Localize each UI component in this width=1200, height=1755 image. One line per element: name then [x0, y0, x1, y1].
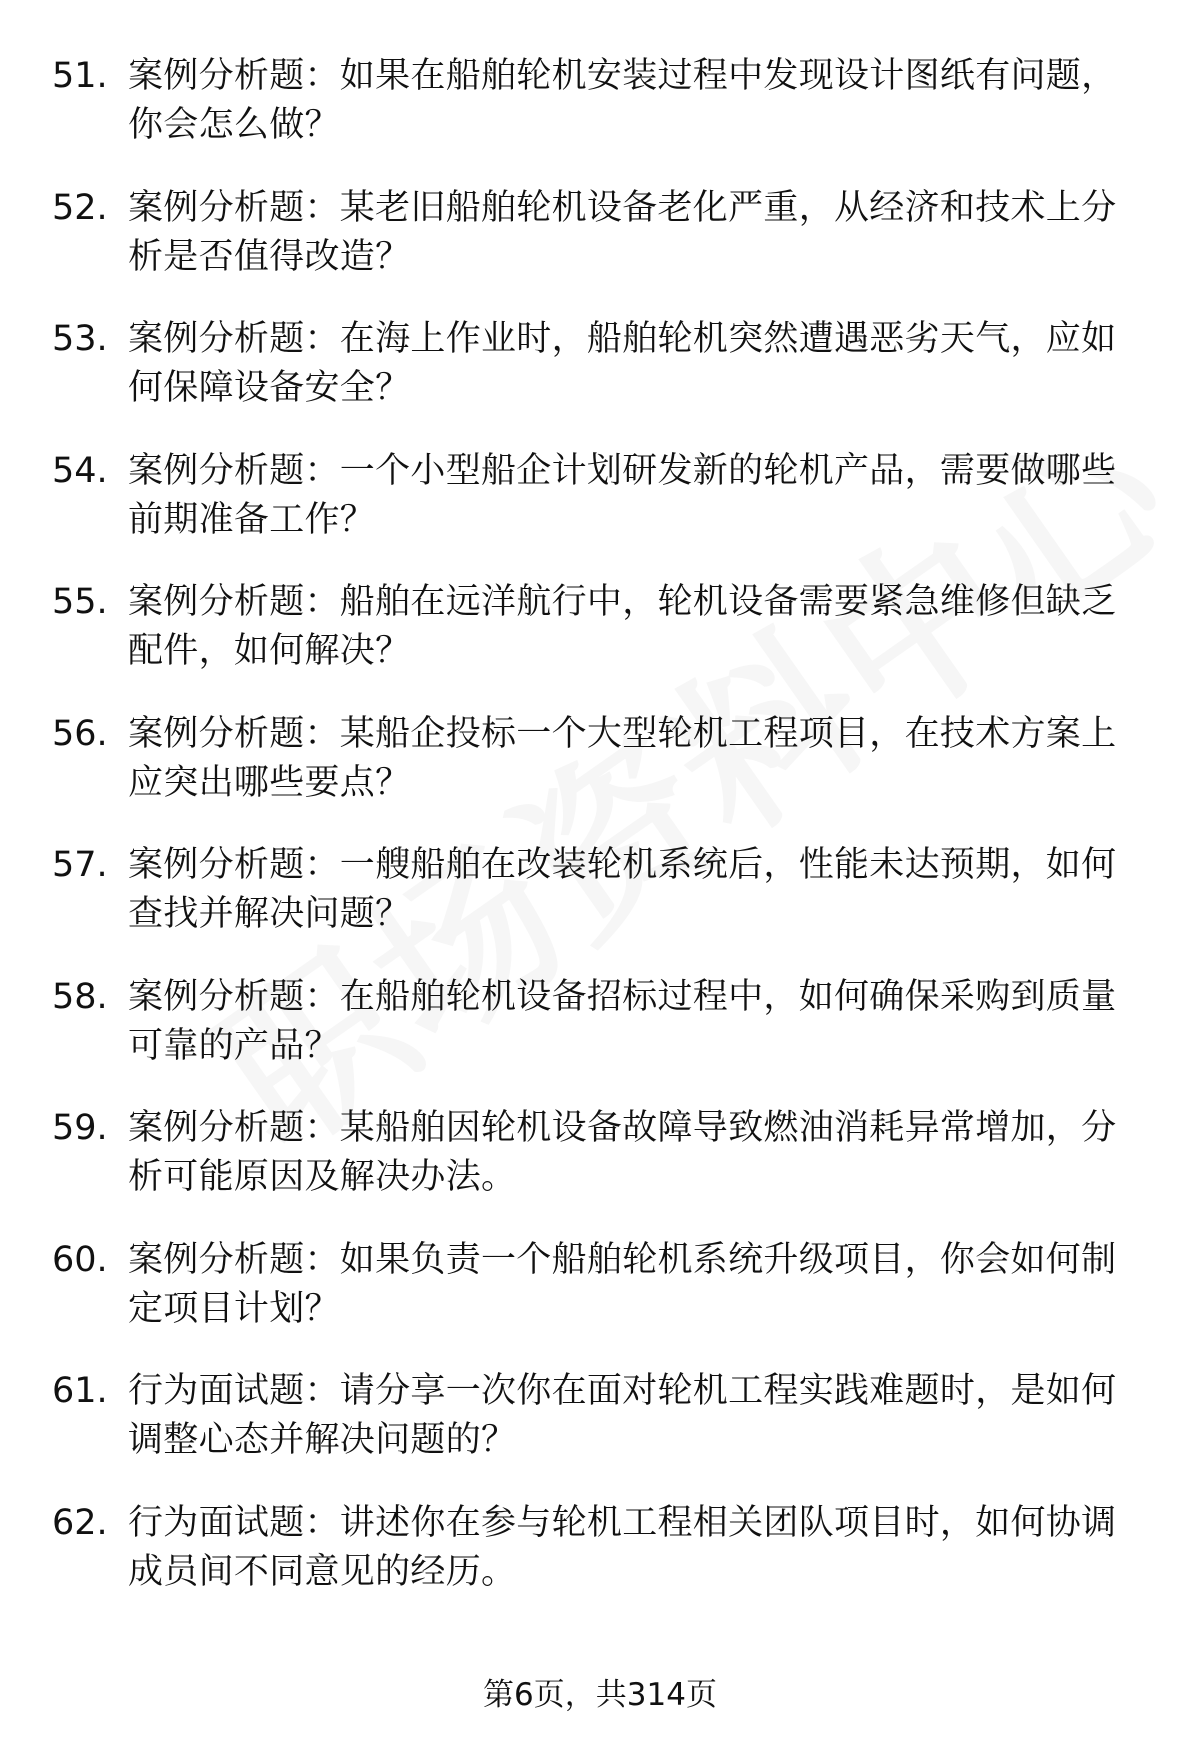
question-number: 56.: [52, 713, 108, 754]
question-text: 案例分析题：如果负责一个船舶轮机系统升级项目，你会如何制定项目计划？: [128, 1239, 1117, 1329]
question-item: [0, 447, 1200, 579]
question-number: 59.: [52, 1108, 108, 1148]
question-text: 案例分析题：某船舶因轮机设备故障导致燃油消耗异常增加，分析可能原因及解决办法。: [128, 1108, 1117, 1197]
question-text: 案例分析题：如果在船舶轮机安装过程中发现设计图纸有问题，你会怎么做？: [128, 56, 1117, 145]
question-number: 53.: [52, 319, 108, 359]
question-item: [0, 1367, 1200, 1499]
question-number: 54.: [52, 450, 108, 491]
question-item: [0, 1499, 1200, 1631]
question-item: [0, 710, 1200, 842]
question-text: 行为面试题：讲述你在参与轮机工程相关团队项目时，如何协调成员间不同意见的经历。: [128, 1502, 1117, 1592]
question-item: [0, 315, 1200, 447]
question-number: 52.: [52, 187, 108, 228]
question-number: 62.: [52, 1502, 108, 1543]
question-text: 案例分析题：某船企投标一个大型轮机工程项目，在技术方案上应突出哪些要点？: [128, 713, 1117, 803]
question-number: 61.: [52, 1371, 108, 1411]
question-number: 60.: [52, 1239, 108, 1280]
question-text: 案例分析题：在船舶轮机设备招标过程中，如何确保采购到质量可靠的产品？: [128, 976, 1117, 1066]
question-text: 案例分析题：某老旧船舶轮机设备老化严重，从经济和技术上分析是否值得改造？: [128, 187, 1117, 277]
question-number: 55.: [52, 582, 108, 622]
question-number: 57.: [52, 845, 108, 885]
question-number: 58.: [52, 976, 108, 1017]
question-text: 案例分析题：一个小型船企计划研发新的轮机产品，需要做哪些前期准备工作？: [128, 450, 1117, 540]
question-text: 案例分析题：在海上作业时，船舶轮机突然遭遇恶劣天气，应如何保障设备安全？: [128, 319, 1117, 408]
question-text: 案例分析题：船舶在远洋航行中，轮机设备需要紧急维修但缺乏配件，如何解决？: [128, 582, 1117, 671]
question-item: [0, 841, 1200, 973]
page-footer: [0, 1675, 1200, 1715]
question-list: [0, 52, 1200, 1630]
question-number: 51.: [52, 56, 108, 96]
question-item: [0, 1104, 1200, 1236]
question-item: [0, 184, 1200, 316]
question-item: [0, 52, 1200, 184]
page-number-label: 第6页，共314页: [483, 1677, 717, 1713]
question-item: [0, 578, 1200, 710]
question-text: 行为面试题：请分享一次你在面对轮机工程实践难题时，是如何调整心态并解决问题的？: [128, 1371, 1117, 1460]
question-item: [0, 973, 1200, 1105]
question-item: [0, 1236, 1200, 1368]
question-text: 案例分析题：一艘船舶在改装轮机系统后，性能未达预期，如何查找并解决问题？: [128, 845, 1117, 934]
